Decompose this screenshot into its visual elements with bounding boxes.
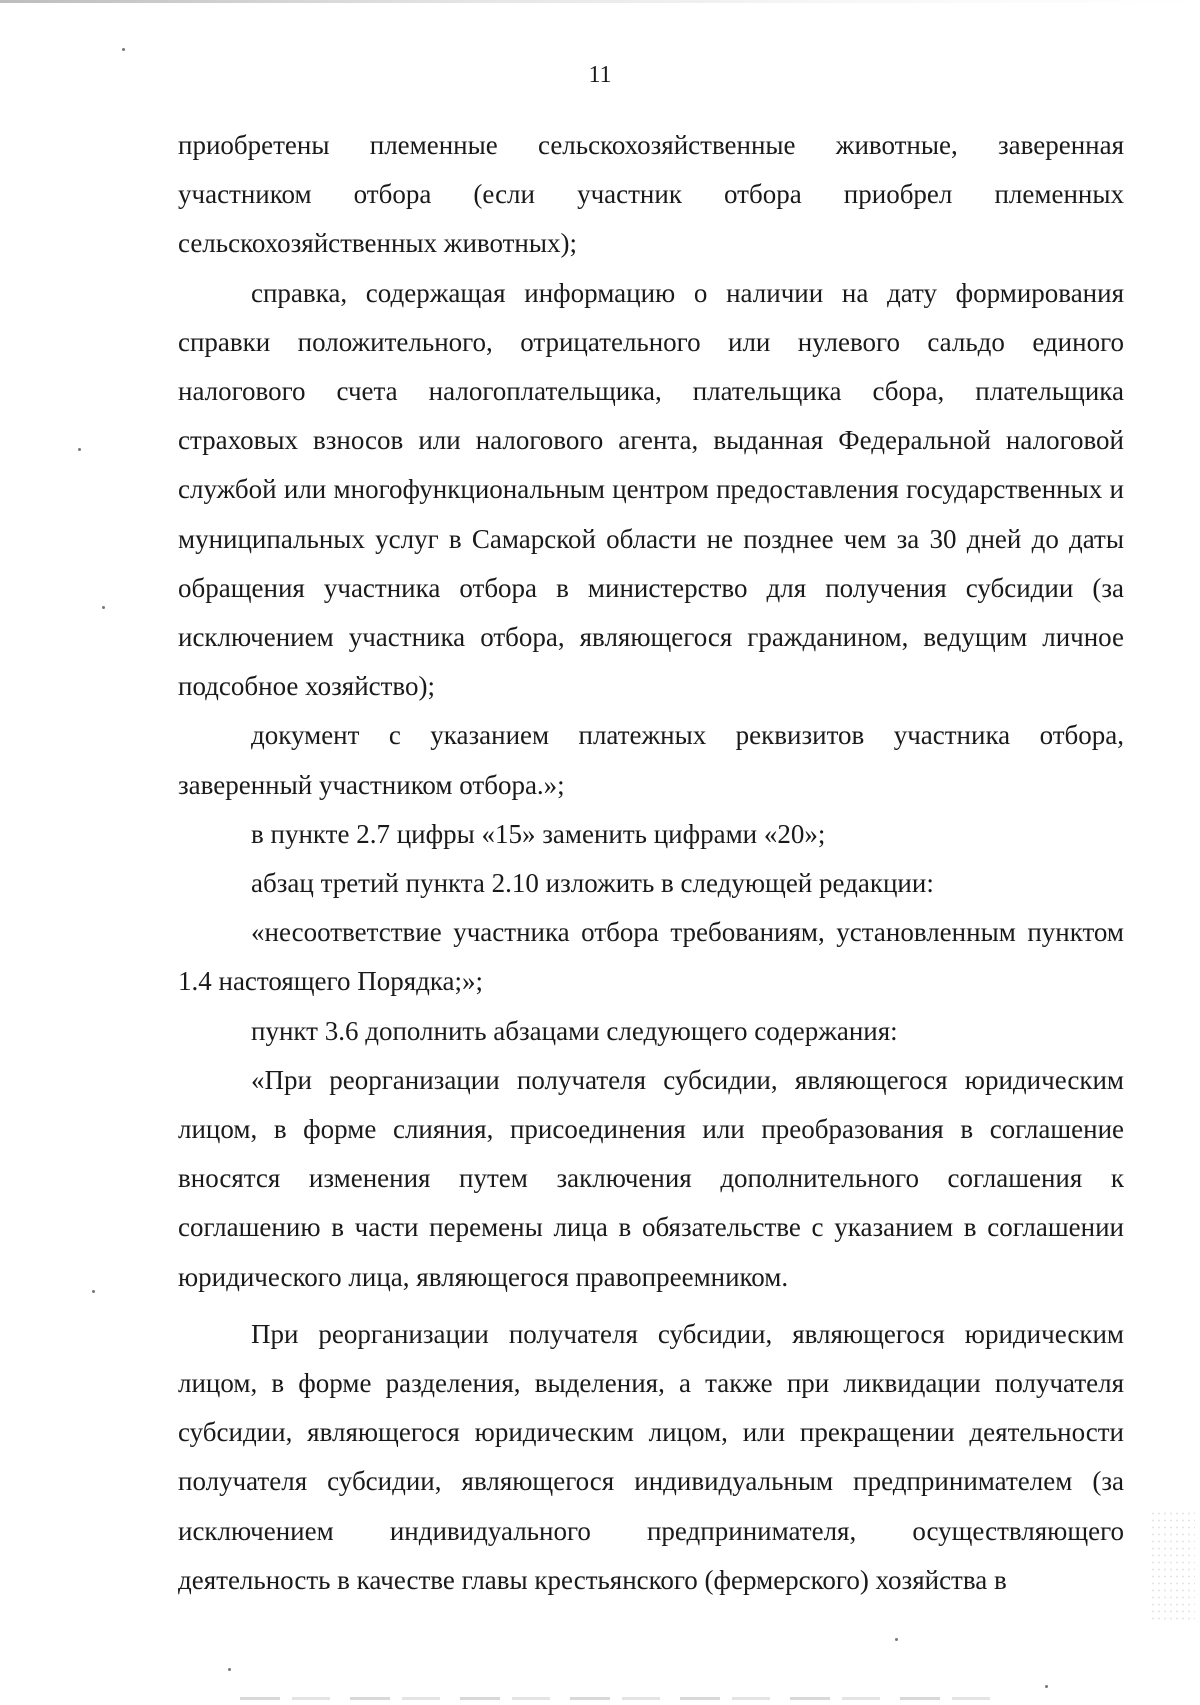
- paragraph-reorganization-division: При реорганизации получателя субсидии, являющегося юридическим лицом, в форме разделения, выделения, а также при ликвидации получателя субсидии, являющегося юридическим лицом, или прекращении деятельности получателя субсидии, являющегося индивидуальным предпринимателем (за исключением индивидуального предпринимателя, осуществляющего деятельность в качестве главы крестьянского (фермерского) хозяйства в: [178, 1318, 1124, 1595]
- paragraph-item-2-7: в пункте 2.7 цифры «15» заменить цифрами «20»;: [251, 818, 826, 849]
- paragraph-payment-details: документ с указанием платежных реквизитов участника отбора, заверенный участником отбора.»;: [178, 720, 1124, 800]
- scan-speck: [92, 1290, 95, 1293]
- paragraph-reorganization-merger: «При реорганизации получателя субсидии, являющегося юридическим лицом, в форме слияния, присоединения или преобразования в соглашение вносятся изменения путем заключения дополнительного соглашения к соглашению в части перемены лица в обязательстве с указанием в соглашении юридического лица, являющегося правопреемником.: [178, 1064, 1124, 1292]
- scan-speck: [102, 606, 105, 609]
- paragraph-item-3-6: пункт 3.6 дополнить абзацами следующего содержания:: [251, 1015, 898, 1046]
- paragraph-tax-certificate: справка, содержащая информацию о наличии на дату формирования справки положительного, отрицательного или нулевого сальдо единого налогового счета налогоплательщика, плательщика сбора, плательщика страховых взносов или налогового агента, выданная Федеральной налоговой службой или многофункциональным центром предоставления государственных и муниципальных услуг в Самарской области не позднее чем за 30 дней до даты обращения участника отбора в министерство для получения субсидии (за исключением участника отбора, являющегося гражданином, ведущим личное подсобное хозяйство);: [178, 277, 1124, 702]
- scan-edge-bottom: [240, 1697, 1000, 1700]
- scan-speck: [78, 448, 81, 451]
- scan-speck: [1045, 1685, 1048, 1688]
- scan-noise: [1150, 1510, 1195, 1620]
- document-body: [178, 121, 1124, 1605]
- paragraph-non-compliance: «несоответствие участника отбора требованиям, установленным пунктом 1.4 настоящего Порядка;»;: [178, 917, 1124, 997]
- scan-speck: [228, 1668, 231, 1671]
- page-number: 11: [588, 62, 612, 88]
- paragraph-item-2-10: абзац третий пункта 2.10 изложить в следующей редакции:: [251, 868, 934, 899]
- scan-edge-top: [0, 0, 1200, 3]
- paragraph-continuation: приобретены племенные сельскохозяйственные животные, заверенная участником отбора (если участник отбора приобрел племенных сельскохозяйственных животных);: [178, 130, 1124, 259]
- scan-speck: [895, 1638, 898, 1641]
- scan-speck: [122, 48, 125, 51]
